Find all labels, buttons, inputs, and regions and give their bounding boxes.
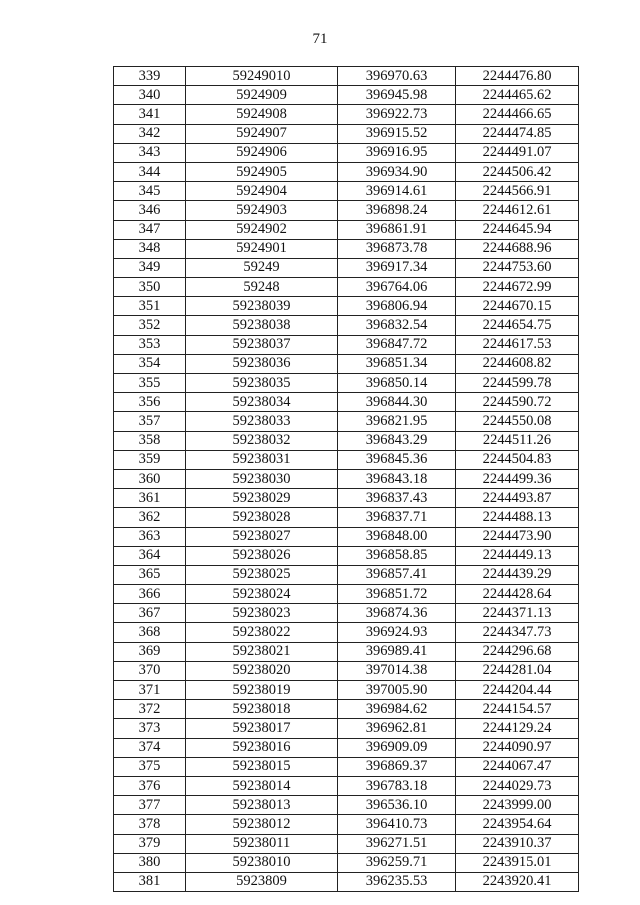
- point-id-cell: 59238025: [186, 565, 338, 584]
- point-id-cell: 59238020: [186, 661, 338, 680]
- point-id-cell: 59238011: [186, 834, 338, 853]
- y-coordinate-cell: 2244476.80: [456, 67, 579, 86]
- row-index-cell: 345: [114, 182, 186, 201]
- row-index-cell: 359: [114, 450, 186, 469]
- point-id-cell: 59238021: [186, 642, 338, 661]
- row-index-cell: 374: [114, 738, 186, 757]
- point-id-cell: 59238029: [186, 489, 338, 508]
- row-index-cell: 356: [114, 393, 186, 412]
- table-row: [114, 642, 579, 661]
- row-index-cell: 367: [114, 604, 186, 623]
- row-index-cell: 378: [114, 815, 186, 834]
- x-coordinate-cell: 396764.06: [338, 278, 456, 297]
- x-coordinate-cell: 396922.73: [338, 105, 456, 124]
- x-coordinate-cell: 396536.10: [338, 796, 456, 815]
- x-coordinate-cell: 396861.91: [338, 220, 456, 239]
- x-coordinate-cell: 396898.24: [338, 201, 456, 220]
- y-coordinate-cell: 2244296.68: [456, 642, 579, 661]
- y-coordinate-cell: 2244154.57: [456, 700, 579, 719]
- point-id-cell: 59238034: [186, 393, 338, 412]
- table-row: [114, 374, 579, 393]
- table-row: [114, 124, 579, 143]
- x-coordinate-cell: 396989.41: [338, 642, 456, 661]
- row-index-cell: 351: [114, 297, 186, 316]
- y-coordinate-cell: 2244491.07: [456, 143, 579, 162]
- x-coordinate-cell: 396410.73: [338, 815, 456, 834]
- x-coordinate-cell: 396851.72: [338, 585, 456, 604]
- x-coordinate-cell: 396259.71: [338, 853, 456, 872]
- table-row: [114, 354, 579, 373]
- table-row: [114, 738, 579, 757]
- x-coordinate-cell: 396915.52: [338, 124, 456, 143]
- y-coordinate-cell: 2244617.53: [456, 335, 579, 354]
- row-index-cell: 352: [114, 316, 186, 335]
- table-row: [114, 719, 579, 738]
- table-row: [114, 105, 579, 124]
- point-id-cell: 59249: [186, 258, 338, 277]
- y-coordinate-cell: 2244493.87: [456, 489, 579, 508]
- row-index-cell: 344: [114, 162, 186, 181]
- x-coordinate-cell: 397005.90: [338, 681, 456, 700]
- table-row: [114, 565, 579, 584]
- y-coordinate-cell: 2244504.83: [456, 450, 579, 469]
- point-id-cell: 59238030: [186, 469, 338, 488]
- y-coordinate-cell: 2244488.13: [456, 508, 579, 527]
- table-row: [114, 239, 579, 258]
- row-index-cell: 381: [114, 872, 186, 891]
- row-index-cell: 369: [114, 642, 186, 661]
- point-id-cell: 59238012: [186, 815, 338, 834]
- row-index-cell: 343: [114, 143, 186, 162]
- point-id-cell: 5924908: [186, 105, 338, 124]
- table-row: [114, 757, 579, 776]
- table-row: [114, 489, 579, 508]
- y-coordinate-cell: 2244645.94: [456, 220, 579, 239]
- y-coordinate-cell: 2244590.72: [456, 393, 579, 412]
- point-id-cell: 5924903: [186, 201, 338, 220]
- row-index-cell: 350: [114, 278, 186, 297]
- row-index-cell: 376: [114, 776, 186, 795]
- y-coordinate-cell: 2244281.04: [456, 661, 579, 680]
- table-row: [114, 661, 579, 680]
- row-index-cell: 349: [114, 258, 186, 277]
- point-id-cell: 5924906: [186, 143, 338, 162]
- table-row: [114, 815, 579, 834]
- table-row: [114, 201, 579, 220]
- row-index-cell: 375: [114, 757, 186, 776]
- point-id-cell: 5924909: [186, 86, 338, 105]
- table-row: [114, 220, 579, 239]
- x-coordinate-cell: 396962.81: [338, 719, 456, 738]
- point-id-cell: 59238019: [186, 681, 338, 700]
- table-row: [114, 546, 579, 565]
- table-row: [114, 162, 579, 181]
- table-row: [114, 182, 579, 201]
- point-id-cell: 59238038: [186, 316, 338, 335]
- y-coordinate-cell: 2244090.97: [456, 738, 579, 757]
- y-coordinate-cell: 2244465.62: [456, 86, 579, 105]
- x-coordinate-cell: 396844.30: [338, 393, 456, 412]
- table-row: [114, 431, 579, 450]
- y-coordinate-cell: 2244753.60: [456, 258, 579, 277]
- row-index-cell: 354: [114, 354, 186, 373]
- row-index-cell: 366: [114, 585, 186, 604]
- table-row: [114, 585, 579, 604]
- y-coordinate-cell: 2244550.08: [456, 412, 579, 431]
- row-index-cell: 348: [114, 239, 186, 258]
- table-row: [114, 393, 579, 412]
- row-index-cell: 380: [114, 853, 186, 872]
- x-coordinate-cell: 396869.37: [338, 757, 456, 776]
- y-coordinate-cell: 2244670.15: [456, 297, 579, 316]
- table-row: [114, 796, 579, 815]
- x-coordinate-cell: 396924.93: [338, 623, 456, 642]
- table-row: [114, 700, 579, 719]
- table-row: [114, 297, 579, 316]
- row-index-cell: 355: [114, 374, 186, 393]
- row-index-cell: 340: [114, 86, 186, 105]
- table-row: [114, 335, 579, 354]
- x-coordinate-cell: 396916.95: [338, 143, 456, 162]
- x-coordinate-cell: 396235.53: [338, 872, 456, 891]
- y-coordinate-cell: 2244129.24: [456, 719, 579, 738]
- y-coordinate-cell: 2243915.01: [456, 853, 579, 872]
- point-id-cell: 59238014: [186, 776, 338, 795]
- y-coordinate-cell: 2244612.61: [456, 201, 579, 220]
- row-index-cell: 370: [114, 661, 186, 680]
- x-coordinate-cell: 396806.94: [338, 297, 456, 316]
- y-coordinate-cell: 2244474.85: [456, 124, 579, 143]
- x-coordinate-cell: 396843.18: [338, 469, 456, 488]
- row-index-cell: 360: [114, 469, 186, 488]
- row-index-cell: 339: [114, 67, 186, 86]
- point-id-cell: 59238016: [186, 738, 338, 757]
- table-row: [114, 67, 579, 86]
- x-coordinate-cell: 396909.09: [338, 738, 456, 757]
- x-coordinate-cell: 396845.36: [338, 450, 456, 469]
- table-row: [114, 258, 579, 277]
- y-coordinate-cell: 2243910.37: [456, 834, 579, 853]
- y-coordinate-cell: 2243954.64: [456, 815, 579, 834]
- x-coordinate-cell: 396934.90: [338, 162, 456, 181]
- point-id-cell: 59238032: [186, 431, 338, 450]
- coordinates-table-body: [114, 67, 579, 892]
- x-coordinate-cell: 396843.29: [338, 431, 456, 450]
- table-row: [114, 527, 579, 546]
- point-id-cell: 59238024: [186, 585, 338, 604]
- row-index-cell: 353: [114, 335, 186, 354]
- y-coordinate-cell: 2244511.26: [456, 431, 579, 450]
- y-coordinate-cell: 2244499.36: [456, 469, 579, 488]
- table-row: [114, 776, 579, 795]
- y-coordinate-cell: 2244029.73: [456, 776, 579, 795]
- x-coordinate-cell: 396873.78: [338, 239, 456, 258]
- x-coordinate-cell: 396847.72: [338, 335, 456, 354]
- table-row: [114, 853, 579, 872]
- x-coordinate-cell: 396857.41: [338, 565, 456, 584]
- point-id-cell: 59238015: [186, 757, 338, 776]
- row-index-cell: 346: [114, 201, 186, 220]
- row-index-cell: 362: [114, 508, 186, 527]
- row-index-cell: 357: [114, 412, 186, 431]
- table-row: [114, 412, 579, 431]
- row-index-cell: 365: [114, 565, 186, 584]
- y-coordinate-cell: 2244566.91: [456, 182, 579, 201]
- table-row: [114, 681, 579, 700]
- table-row: [114, 450, 579, 469]
- x-coordinate-cell: 396984.62: [338, 700, 456, 719]
- row-index-cell: 371: [114, 681, 186, 700]
- row-index-cell: 364: [114, 546, 186, 565]
- row-index-cell: 361: [114, 489, 186, 508]
- y-coordinate-cell: 2244466.65: [456, 105, 579, 124]
- point-id-cell: 59238013: [186, 796, 338, 815]
- table-row: [114, 469, 579, 488]
- table-row: [114, 834, 579, 853]
- x-coordinate-cell: 396914.61: [338, 182, 456, 201]
- row-index-cell: 379: [114, 834, 186, 853]
- point-id-cell: 5924905: [186, 162, 338, 181]
- x-coordinate-cell: 396848.00: [338, 527, 456, 546]
- x-coordinate-cell: 396851.34: [338, 354, 456, 373]
- point-id-cell: 5924901: [186, 239, 338, 258]
- point-id-cell: 59238018: [186, 700, 338, 719]
- point-id-cell: 59238037: [186, 335, 338, 354]
- point-id-cell: 5924907: [186, 124, 338, 143]
- x-coordinate-cell: 396917.34: [338, 258, 456, 277]
- y-coordinate-cell: 2244439.29: [456, 565, 579, 584]
- x-coordinate-cell: 396945.98: [338, 86, 456, 105]
- row-index-cell: 342: [114, 124, 186, 143]
- point-id-cell: 59238022: [186, 623, 338, 642]
- point-id-cell: 59238035: [186, 374, 338, 393]
- point-id-cell: 59238017: [186, 719, 338, 738]
- y-coordinate-cell: 2244672.99: [456, 278, 579, 297]
- x-coordinate-cell: 396874.36: [338, 604, 456, 623]
- x-coordinate-cell: 396821.95: [338, 412, 456, 431]
- point-id-cell: 5924904: [186, 182, 338, 201]
- x-coordinate-cell: 396970.63: [338, 67, 456, 86]
- point-id-cell: 59238036: [186, 354, 338, 373]
- point-id-cell: 59238027: [186, 527, 338, 546]
- row-index-cell: 373: [114, 719, 186, 738]
- y-coordinate-cell: 2244473.90: [456, 527, 579, 546]
- table-row: [114, 604, 579, 623]
- x-coordinate-cell: 397014.38: [338, 661, 456, 680]
- point-id-cell: 5923809: [186, 872, 338, 891]
- y-coordinate-cell: 2244654.75: [456, 316, 579, 335]
- x-coordinate-cell: 396783.18: [338, 776, 456, 795]
- x-coordinate-cell: 396837.71: [338, 508, 456, 527]
- y-coordinate-cell: 2244428.64: [456, 585, 579, 604]
- row-index-cell: 347: [114, 220, 186, 239]
- table-row: [114, 508, 579, 527]
- page-number: 71: [312, 31, 328, 47]
- row-index-cell: 358: [114, 431, 186, 450]
- table-row: [114, 623, 579, 642]
- x-coordinate-cell: 396837.43: [338, 489, 456, 508]
- table-row: [114, 316, 579, 335]
- row-index-cell: 368: [114, 623, 186, 642]
- table-row: [114, 86, 579, 105]
- table-row: [114, 872, 579, 891]
- point-id-cell: 59249010: [186, 67, 338, 86]
- y-coordinate-cell: 2244506.42: [456, 162, 579, 181]
- y-coordinate-cell: 2244599.78: [456, 374, 579, 393]
- y-coordinate-cell: 2244347.73: [456, 623, 579, 642]
- point-id-cell: 59238028: [186, 508, 338, 527]
- point-id-cell: 59238039: [186, 297, 338, 316]
- point-id-cell: 59238010: [186, 853, 338, 872]
- point-id-cell: 5924902: [186, 220, 338, 239]
- point-id-cell: 59238026: [186, 546, 338, 565]
- row-index-cell: 377: [114, 796, 186, 815]
- x-coordinate-cell: 396850.14: [338, 374, 456, 393]
- row-index-cell: 372: [114, 700, 186, 719]
- x-coordinate-cell: 396271.51: [338, 834, 456, 853]
- point-id-cell: 59238023: [186, 604, 338, 623]
- y-coordinate-cell: 2244067.47: [456, 757, 579, 776]
- y-coordinate-cell: 2244204.44: [456, 681, 579, 700]
- x-coordinate-cell: 396832.54: [338, 316, 456, 335]
- table-row: [114, 278, 579, 297]
- row-index-cell: 341: [114, 105, 186, 124]
- x-coordinate-cell: 396858.85: [338, 546, 456, 565]
- y-coordinate-cell: 2244449.13: [456, 546, 579, 565]
- y-coordinate-cell: 2244608.82: [456, 354, 579, 373]
- y-coordinate-cell: 2244688.96: [456, 239, 579, 258]
- y-coordinate-cell: 2243999.00: [456, 796, 579, 815]
- point-id-cell: 59248: [186, 278, 338, 297]
- point-id-cell: 59238033: [186, 412, 338, 431]
- y-coordinate-cell: 2244371.13: [456, 604, 579, 623]
- coordinates-table: [113, 66, 579, 892]
- point-id-cell: 59238031: [186, 450, 338, 469]
- table-row: [114, 143, 579, 162]
- row-index-cell: 363: [114, 527, 186, 546]
- y-coordinate-cell: 2243920.41: [456, 872, 579, 891]
